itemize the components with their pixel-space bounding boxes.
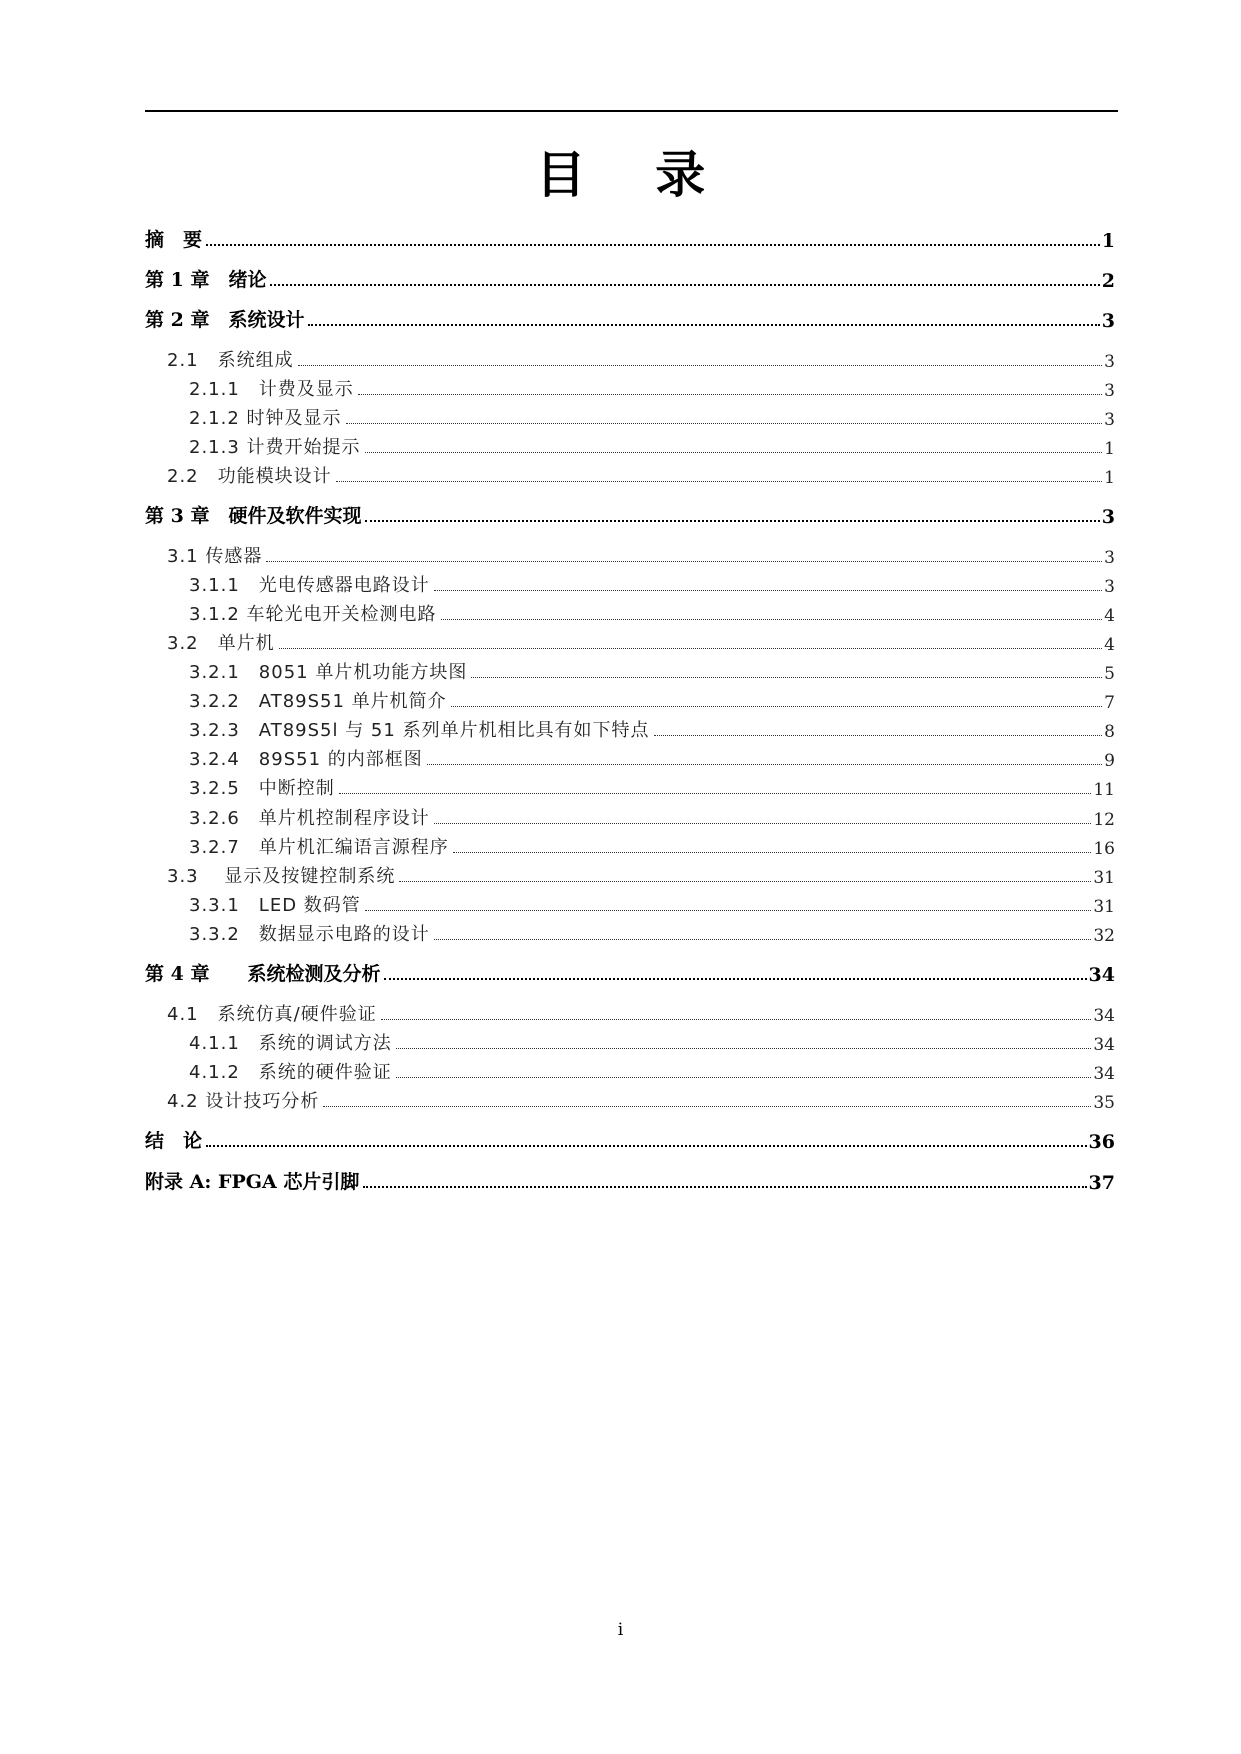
- toc-entry-label: 第 3 章 硬件及软件实现: [145, 505, 362, 527]
- toc-entry-label: 2.1.3 计费开始提示: [189, 437, 361, 458]
- dot-leader: [654, 735, 1103, 736]
- toc-entry-page: 3: [1104, 577, 1115, 597]
- toc-entry[interactable]: [145, 1025, 1115, 1055]
- toc-entry-page: 8: [1104, 722, 1115, 742]
- toc-entry-page: 3: [1104, 381, 1115, 401]
- toc-entry-page: 35: [1093, 1093, 1115, 1113]
- toc-entry[interactable]: [145, 625, 1115, 655]
- toc-entry[interactable]: [145, 1083, 1115, 1113]
- dot-leader: [381, 1019, 1092, 1020]
- toc-entry[interactable]: [145, 458, 1115, 488]
- dot-leader: [308, 324, 1099, 326]
- toc-entry[interactable]: [145, 567, 1115, 597]
- toc-entry-page: 16: [1093, 839, 1115, 859]
- toc-entry[interactable]: [145, 1123, 1115, 1153]
- toc-entry-page: 3: [1104, 352, 1115, 372]
- toc-entry-page: 4: [1104, 606, 1115, 626]
- dot-leader: [365, 520, 1099, 522]
- toc-entry[interactable]: [145, 956, 1115, 986]
- toc-entry-label: 3.2.1 8051 单片机功能方块图: [189, 662, 468, 683]
- toc-entry[interactable]: [145, 996, 1115, 1026]
- dot-leader: [365, 910, 1092, 911]
- dot-leader: [384, 978, 1086, 980]
- toc-entry[interactable]: [145, 498, 1115, 528]
- toc-entry-page: 34: [1093, 1064, 1115, 1084]
- toc-entry-page: 3: [1104, 410, 1115, 430]
- page-title: 目 录: [535, 146, 732, 204]
- toc-entry[interactable]: [145, 770, 1115, 800]
- toc-entry-page: 3: [1104, 548, 1115, 568]
- dot-leader: [298, 365, 1103, 366]
- toc-entry-label: 3.2.2 AT89S51 单片机简介: [189, 691, 447, 712]
- toc-entry-page: 32: [1093, 926, 1115, 946]
- toc-entry-page: 1: [1101, 230, 1115, 252]
- toc-entry-label: 4.1 系统仿真/硬件验证: [167, 1004, 377, 1025]
- toc-entry-label: 附录 A: FPGA 芯片引脚: [145, 1171, 360, 1193]
- toc-entry-label: 3.2.7 单片机汇编语言源程序: [189, 837, 449, 858]
- toc-entry-label: 3.1.2 车轮光电开关检测电路: [189, 604, 437, 625]
- toc-entry-page: 7: [1104, 693, 1115, 713]
- toc-entry-page: 11: [1093, 780, 1115, 800]
- dot-leader: [434, 823, 1092, 824]
- toc-entry-label: 3.1.1 光电传感器电路设计: [189, 575, 430, 596]
- dot-leader: [365, 452, 1103, 453]
- toc-entry[interactable]: [145, 371, 1115, 401]
- dot-leader: [451, 706, 1103, 707]
- toc-entry-label: 第 2 章 系统设计: [145, 309, 305, 331]
- toc-entry-page: 31: [1093, 897, 1115, 917]
- dot-leader: [358, 394, 1102, 395]
- toc-entry[interactable]: [145, 1164, 1115, 1194]
- page-number: i: [617, 1620, 624, 1640]
- toc-entry-page: 5: [1104, 664, 1115, 684]
- dot-leader: [453, 852, 1092, 853]
- toc-entry[interactable]: [145, 829, 1115, 859]
- toc-entry-page: 34: [1093, 1006, 1115, 1026]
- dot-leader: [206, 244, 1100, 246]
- dot-leader: [396, 1048, 1092, 1049]
- dot-leader: [363, 1186, 1086, 1188]
- toc-entry-label: 摘 要: [145, 229, 203, 251]
- toc-entry[interactable]: [145, 887, 1115, 917]
- toc-entry-label: 结 论: [145, 1130, 203, 1152]
- toc-entry-page: 3: [1101, 310, 1115, 332]
- toc-entry-label: 2.1.2 时钟及显示: [189, 408, 342, 429]
- toc-entry-label: 3.3 显示及按键控制系统: [167, 866, 396, 887]
- toc-entry-page: 9: [1104, 751, 1115, 771]
- toc-entry-page: 34: [1088, 964, 1115, 986]
- toc-entry-label: 4.1.2 系统的硬件验证: [189, 1062, 392, 1083]
- toc-entry[interactable]: [145, 222, 1115, 252]
- dot-leader: [270, 284, 1099, 286]
- toc-entry[interactable]: [145, 342, 1115, 372]
- toc-entry-page: 2: [1101, 270, 1115, 292]
- toc-entry-page: 31: [1093, 868, 1115, 888]
- toc-entry-page: 34: [1093, 1035, 1115, 1055]
- toc-entry-label: 第 4 章 系统检测及分析: [145, 963, 381, 985]
- toc-entry-label: 3.2.3 AT89S5l 与 51 系列单片机相比具有如下特点: [189, 720, 650, 741]
- toc-entry[interactable]: [145, 262, 1115, 292]
- dot-leader: [441, 619, 1103, 620]
- toc-entry-label: 3.2.5 中断控制: [189, 778, 335, 799]
- toc-entry[interactable]: [145, 858, 1115, 888]
- toc-entry-label: 3.2.4 89S51 的内部框图: [189, 749, 423, 770]
- dot-leader: [346, 423, 1103, 424]
- dot-leader: [434, 590, 1102, 591]
- toc-entry-label: 2.2 功能模块设计: [167, 466, 332, 487]
- dot-leader: [279, 648, 1103, 649]
- toc-entry[interactable]: [145, 400, 1115, 430]
- dot-leader: [471, 677, 1102, 678]
- dot-leader: [434, 939, 1092, 940]
- toc-entry-page: 1: [1104, 439, 1115, 459]
- toc-entry[interactable]: [145, 916, 1115, 946]
- toc-entry-page: 4: [1104, 635, 1115, 655]
- toc-entry[interactable]: [145, 800, 1115, 830]
- toc-entry[interactable]: [145, 538, 1115, 568]
- toc-entry-label: 3.1 传感器: [167, 546, 263, 567]
- dot-leader: [336, 481, 1103, 482]
- toc-entry-label: 2.1 系统组成: [167, 350, 294, 371]
- toc-entry-page: 1: [1104, 468, 1115, 488]
- dot-leader: [427, 764, 1102, 765]
- toc-entry-label: 2.1.1 计费及显示: [189, 379, 354, 400]
- toc-entry-label: 4.2 设计技巧分析: [167, 1091, 320, 1112]
- toc-entry[interactable]: [145, 683, 1115, 713]
- toc-entry-label: 4.1.1 系统的调试方法: [189, 1033, 392, 1054]
- toc-entry-page: 3: [1101, 506, 1115, 528]
- toc-entry[interactable]: [145, 712, 1115, 742]
- toc-entry[interactable]: [145, 741, 1115, 771]
- toc-entry-label: 第 1 章 绪论: [145, 269, 267, 291]
- toc-entry-label: 3.2 单片机: [167, 633, 275, 654]
- dot-leader: [206, 1145, 1087, 1147]
- toc-entry[interactable]: [145, 429, 1115, 459]
- toc-entry[interactable]: [145, 302, 1115, 332]
- toc-entry-label: 3.3.2 数据显示电路的设计: [189, 924, 430, 945]
- toc-entry-page: 12: [1093, 810, 1115, 830]
- header-rule: [145, 110, 1118, 112]
- dot-leader: [323, 1106, 1091, 1107]
- dot-leader: [266, 561, 1102, 562]
- toc-entry[interactable]: [145, 654, 1115, 684]
- toc-entry-page: 36: [1088, 1131, 1115, 1153]
- toc-entry-label: 3.3.1 LED 数码管: [189, 895, 361, 916]
- toc-entry-label: 3.2.6 单片机控制程序设计: [189, 808, 430, 829]
- dot-leader: [339, 793, 1092, 794]
- toc-entry[interactable]: [145, 596, 1115, 626]
- toc-entry[interactable]: [145, 1054, 1115, 1084]
- dot-leader: [399, 881, 1091, 882]
- dot-leader: [396, 1077, 1092, 1078]
- toc-entry-page: 37: [1088, 1172, 1115, 1194]
